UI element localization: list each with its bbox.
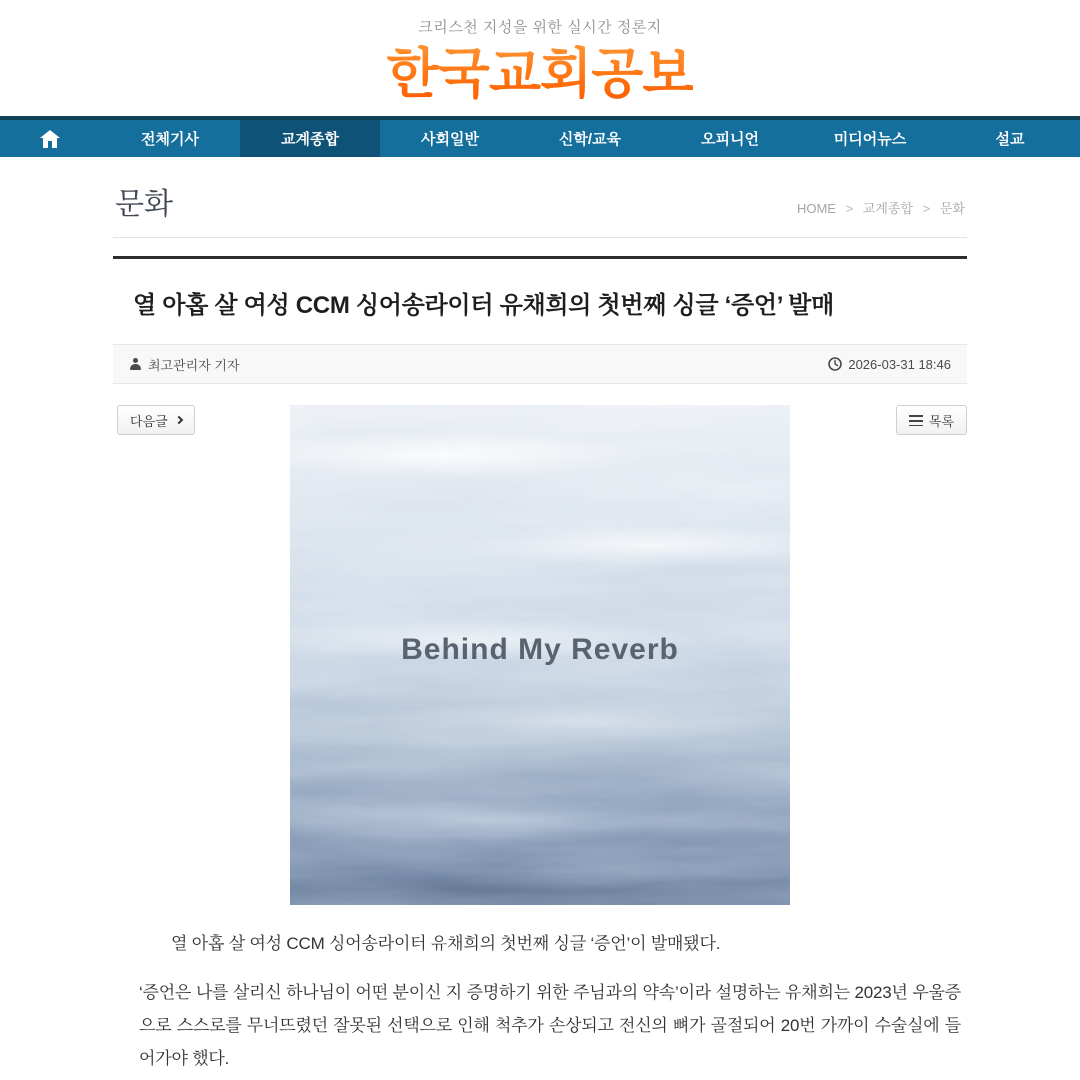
article-content-top [113,405,967,905]
publish-datetime: 2026-03-31 18:46 [848,356,951,372]
next-article-label: 다음글 [130,413,168,429]
chevron-right-icon [174,416,182,424]
article-meta-bar [113,344,967,384]
next-article-button[interactable] [117,405,195,435]
article-title: 열 아홉 살 여성 CCM 싱어송라이터 유채희의 첫번째 싱글 ‘증언’ 발매 [133,292,834,320]
list-button-label: 목록 [928,413,954,429]
nav-item-society[interactable]: 사회일반 [421,131,479,149]
breadcrumb-separator: > [922,201,931,217]
breadcrumb-separator: > [845,201,854,217]
nav-item-sermon[interactable]: 설교 [995,131,1025,149]
breadcrumb-current: 문화 [939,201,965,217]
site-tagline: 크리스천 지성을 위한 실시간 정론지 [418,19,662,36]
nav-item-media-news[interactable]: 미디어뉴스 [833,131,907,149]
site-logo[interactable]: 한국교회공보 [386,44,694,104]
main-nav [0,116,1080,157]
author-name: 최고관리자 기자 [148,357,240,373]
home-icon [40,130,60,148]
list-icon [909,415,923,426]
list-button[interactable] [896,405,967,435]
article-body [113,927,967,1075]
nav-item-church-general[interactable]: 교계종합 [240,120,380,157]
nav-home[interactable] [0,120,100,157]
article-datetime [828,357,951,372]
article [113,256,967,1075]
album-title-text: Behind My Reverb [401,632,679,666]
breadcrumb-home[interactable]: HOME [796,201,836,217]
breadcrumb-category[interactable]: 교계종합 [862,201,914,217]
page-title: 문화 [115,188,173,222]
content-container [113,157,967,1075]
album-cover-image [290,405,790,905]
nav-item-theology-education[interactable]: 신학/교육 [558,131,622,149]
site-header [0,0,1080,104]
article-paragraph: 열 아홉 살 여성 CCM 싱어송라이터 유채희의 첫번째 싱글 ‘증언’이 발매됐다. [171,934,721,954]
article-head [113,256,967,344]
clock-icon [828,357,842,371]
article-author [129,355,240,374]
nav-item-opinion[interactable]: 오피니언 [701,131,759,149]
breadcrumb [797,198,965,223]
article-paragraph: ‘증언은 나를 살리신 하나님이 어떤 분이신 지 증명하기 위한 주님과의 약속’이라 설명하는 유채희는 2023년 우울증으로 스스로를 무너뜨렸던 잘못된 선택으로 인해 척추가 손상되고 전신의 뼈가 골절되어 20번 가까이 수술실에 들어가야 했다. [139,982,961,1068]
nav-item-all-articles[interactable]: 전체기사 [141,131,199,149]
person-icon [129,358,142,371]
section-head [113,157,967,238]
